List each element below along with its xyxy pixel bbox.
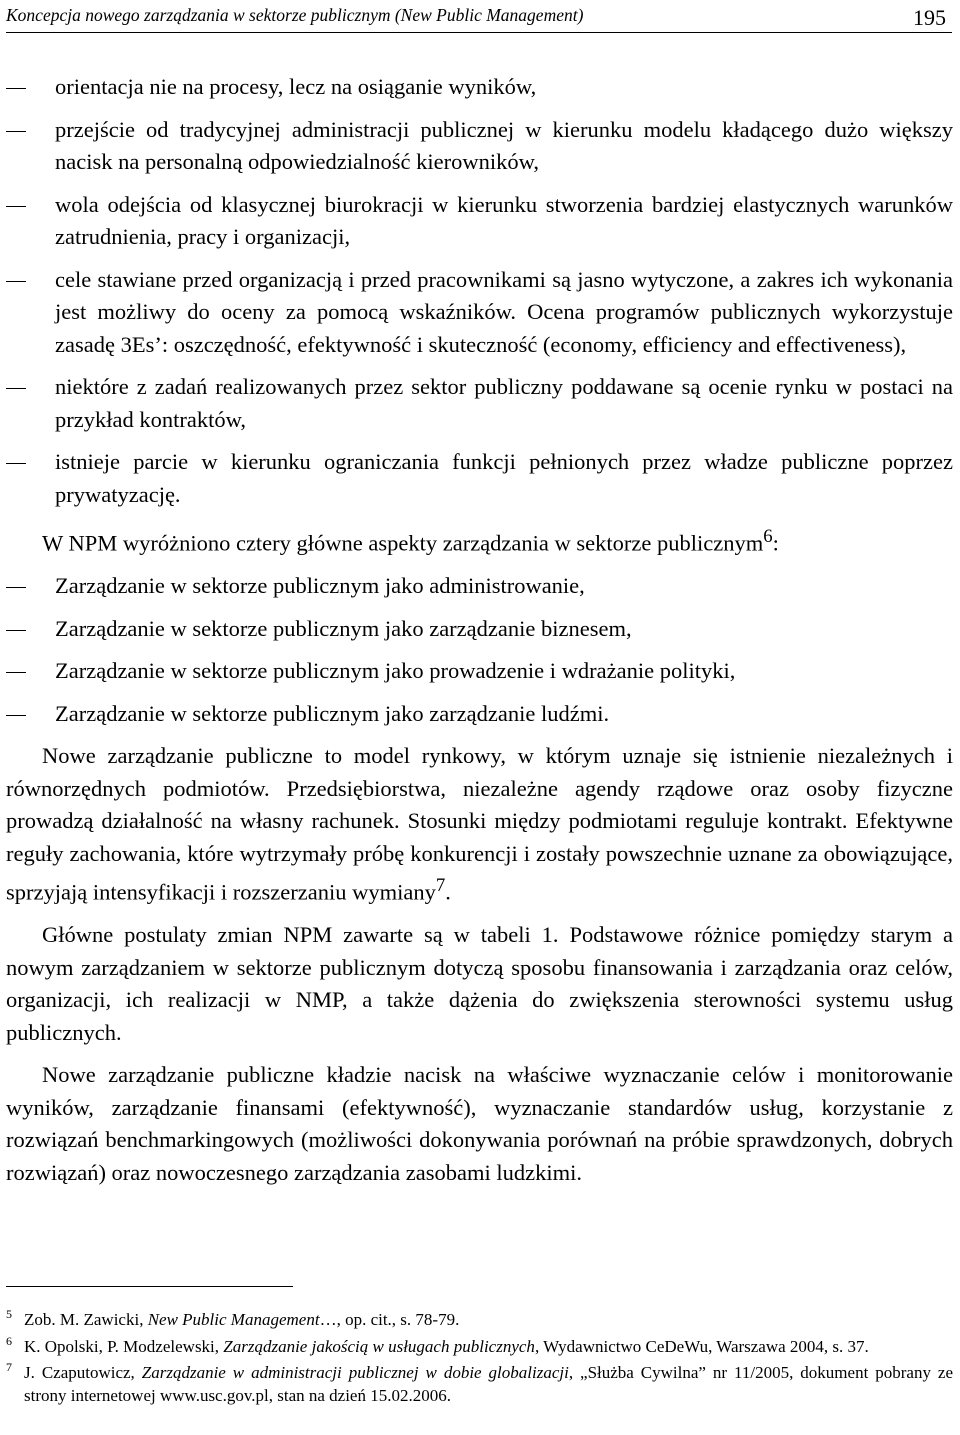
header-title: Koncepcja nowego zarządzania w sektorze publicznym (New Public Management) bbox=[6, 5, 584, 25]
page-number: 195 bbox=[913, 5, 946, 30]
aspect-text: Zarządzanie w sektorze publicznym jako zarządzanie ludźmi. bbox=[55, 700, 610, 726]
footnote-text: J. Czaputowicz, bbox=[24, 1363, 142, 1382]
footnote-ref: 6 bbox=[763, 526, 773, 547]
paragraph-text: Nowe zarządzanie publiczne to model rynkowy, w którym uznaje się istnienie niezależnych i równorzędnych podmiotów. Przedsiębiorstwa, niezależne agendy rządowe oraz osoby fizyczne prowadzą działalność na własny rachunek. Stosunki między podmiotami reguluje kontrakt. Efektywne reguły zachowania, które wytrzymały próbę konkurencji i zostały powszechnie uznane za obowiązujące, sprzyjają intensyfikacji i rozszerzaniu wymiany bbox=[6, 743, 953, 905]
bullet-item bbox=[6, 189, 953, 254]
paragraph-text: Główne postulaty zmian NPM zawarte są w tabeli 1. Podstawowe różnice pomiędzy starym a nowym zarządzaniem w sektorze publicznym dotyczą sposobu finansowania i zarządzania oraz celów, organizacji, ich realizacji w NMP, a także dążenia do zwiększenia sterowności systemu usług publicznych. bbox=[6, 922, 953, 1045]
bullet-item bbox=[6, 446, 953, 511]
dash-bullet-icon bbox=[6, 587, 26, 588]
footnote bbox=[6, 1333, 953, 1359]
dash-bullet-icon bbox=[6, 388, 26, 389]
aspect-item bbox=[6, 655, 953, 688]
bullet-text: wola odejścia od klasycznej biurokracji w kierunku stworzenia bardziej elastycznych warunków zatrudnienia, pracy i organizacji, bbox=[55, 191, 953, 249]
bullet-item bbox=[6, 264, 953, 362]
bullet-text: przejście od tradycyjnej administracji publicznej w kierunku modelu kładącego dużo większy nacisk na personalną odpowiedzialność kierowników, bbox=[55, 116, 953, 174]
dash-bullet-icon bbox=[6, 88, 26, 89]
footnotes bbox=[6, 1309, 953, 1407]
footnote-title: New Public Management bbox=[147, 1310, 320, 1329]
bullet-text: orientacja nie na procesy, lecz na osiąganie wyników, bbox=[55, 74, 537, 99]
footnote-text: , „Służba Cywilna” nr 11/2005, dokument pobrany ze strony internetowej www.usc.gov.pl, stan na dzień 15.02.2006. bbox=[24, 1363, 954, 1405]
aspect-text: Zarządzanie w sektorze publicznym jako prowadzenie i wdrażanie polityki, bbox=[55, 658, 736, 683]
aspect-text: Zarządzanie w sektorze publicznym jako administrowanie, bbox=[55, 573, 585, 598]
footnote-text: , Wydawnictwo CeDeWu, Warszawa 2004, s. 37. bbox=[534, 1336, 869, 1356]
dash-bullet-icon bbox=[6, 463, 26, 464]
bullet-item bbox=[6, 71, 953, 104]
paragraph-suffix: . bbox=[445, 879, 451, 905]
bullet-item bbox=[6, 114, 953, 179]
running-header bbox=[6, 2, 952, 33]
paragraph-text: Nowe zarządzanie publiczne kładzie nacisk na właściwe wyznaczanie celów i monitorowanie wyników, zarządzanie finansami (efektywność), wyznaczanie standardów usług, korzystanie z rozwiązań benchmarkingowych (możliwości dokonywania porównań na próbie sprawdzonych, dobrych rozwiązań) oraz nowoczesnego zarządzania zasobami ludzkimi. bbox=[6, 1062, 953, 1185]
bullet-text: niektóre z zadań realizowanych przez sektor publiczny poddawane są ocenie rynku w postaci na przykład kontraktów, bbox=[55, 374, 953, 432]
bullet-text: istnieje parcie w kierunku ograniczania funkcji pełnionych przez władze publiczne poprzez prywatyzację. bbox=[55, 449, 953, 507]
intro-paragraph bbox=[6, 521, 953, 560]
dash-bullet-icon bbox=[6, 630, 26, 631]
footnote-text: …, op. cit., s. 78-79. bbox=[319, 1310, 460, 1329]
footnote-title: Zarządzanie jakością w usługach publicznych bbox=[223, 1336, 535, 1356]
aspect-item bbox=[6, 613, 953, 646]
bullet-text: cele stawiane przed organizacją i przed pracownikami są jasno wytyczone, a zakres ich wykonania jest możliwy do oceny za pomocą wskaźników. Ocena programów publicznych wykorzystuje zasadę 3Es’: oszczędność, efektywność i skuteczność (economy, efficiency and effectiveness), bbox=[55, 266, 953, 357]
footnote bbox=[6, 1309, 953, 1332]
dash-bullet-icon bbox=[6, 131, 26, 132]
dash-bullet-icon bbox=[6, 206, 26, 207]
bullet-item bbox=[6, 371, 953, 436]
aspect-item bbox=[6, 698, 953, 731]
body-paragraph bbox=[6, 1059, 953, 1189]
page-body bbox=[6, 71, 953, 1189]
footnote-ref: 7 bbox=[435, 875, 446, 896]
footnote-separator bbox=[6, 1286, 293, 1287]
body-paragraph bbox=[6, 919, 953, 1049]
body-paragraph bbox=[6, 740, 953, 909]
aspect-item bbox=[6, 570, 953, 603]
intro-text: W NPM wyróżniono cztery główne aspekty zarządzania w sektorze publicznym bbox=[42, 530, 764, 556]
dash-bullet-icon bbox=[6, 715, 26, 716]
footnote-text: K. Opolski, P. Modzelewski, bbox=[24, 1336, 224, 1356]
footnote-number: 7 bbox=[6, 1360, 12, 1374]
footnote-text: Zob. M. Zawicki, bbox=[24, 1310, 148, 1329]
footnote-number: 5 bbox=[6, 1307, 12, 1321]
footnote-number: 6 bbox=[6, 1333, 12, 1348]
dash-bullet-icon bbox=[6, 672, 26, 673]
footnote-title: Zarządzanie w administracji publicznej w dobie globalizacji bbox=[141, 1363, 569, 1382]
aspect-text: Zarządzanie w sektorze publicznym jako zarządzanie biznesem, bbox=[55, 615, 632, 641]
intro-suffix: : bbox=[772, 530, 779, 556]
dash-bullet-icon bbox=[6, 281, 26, 282]
footnote bbox=[6, 1362, 953, 1407]
